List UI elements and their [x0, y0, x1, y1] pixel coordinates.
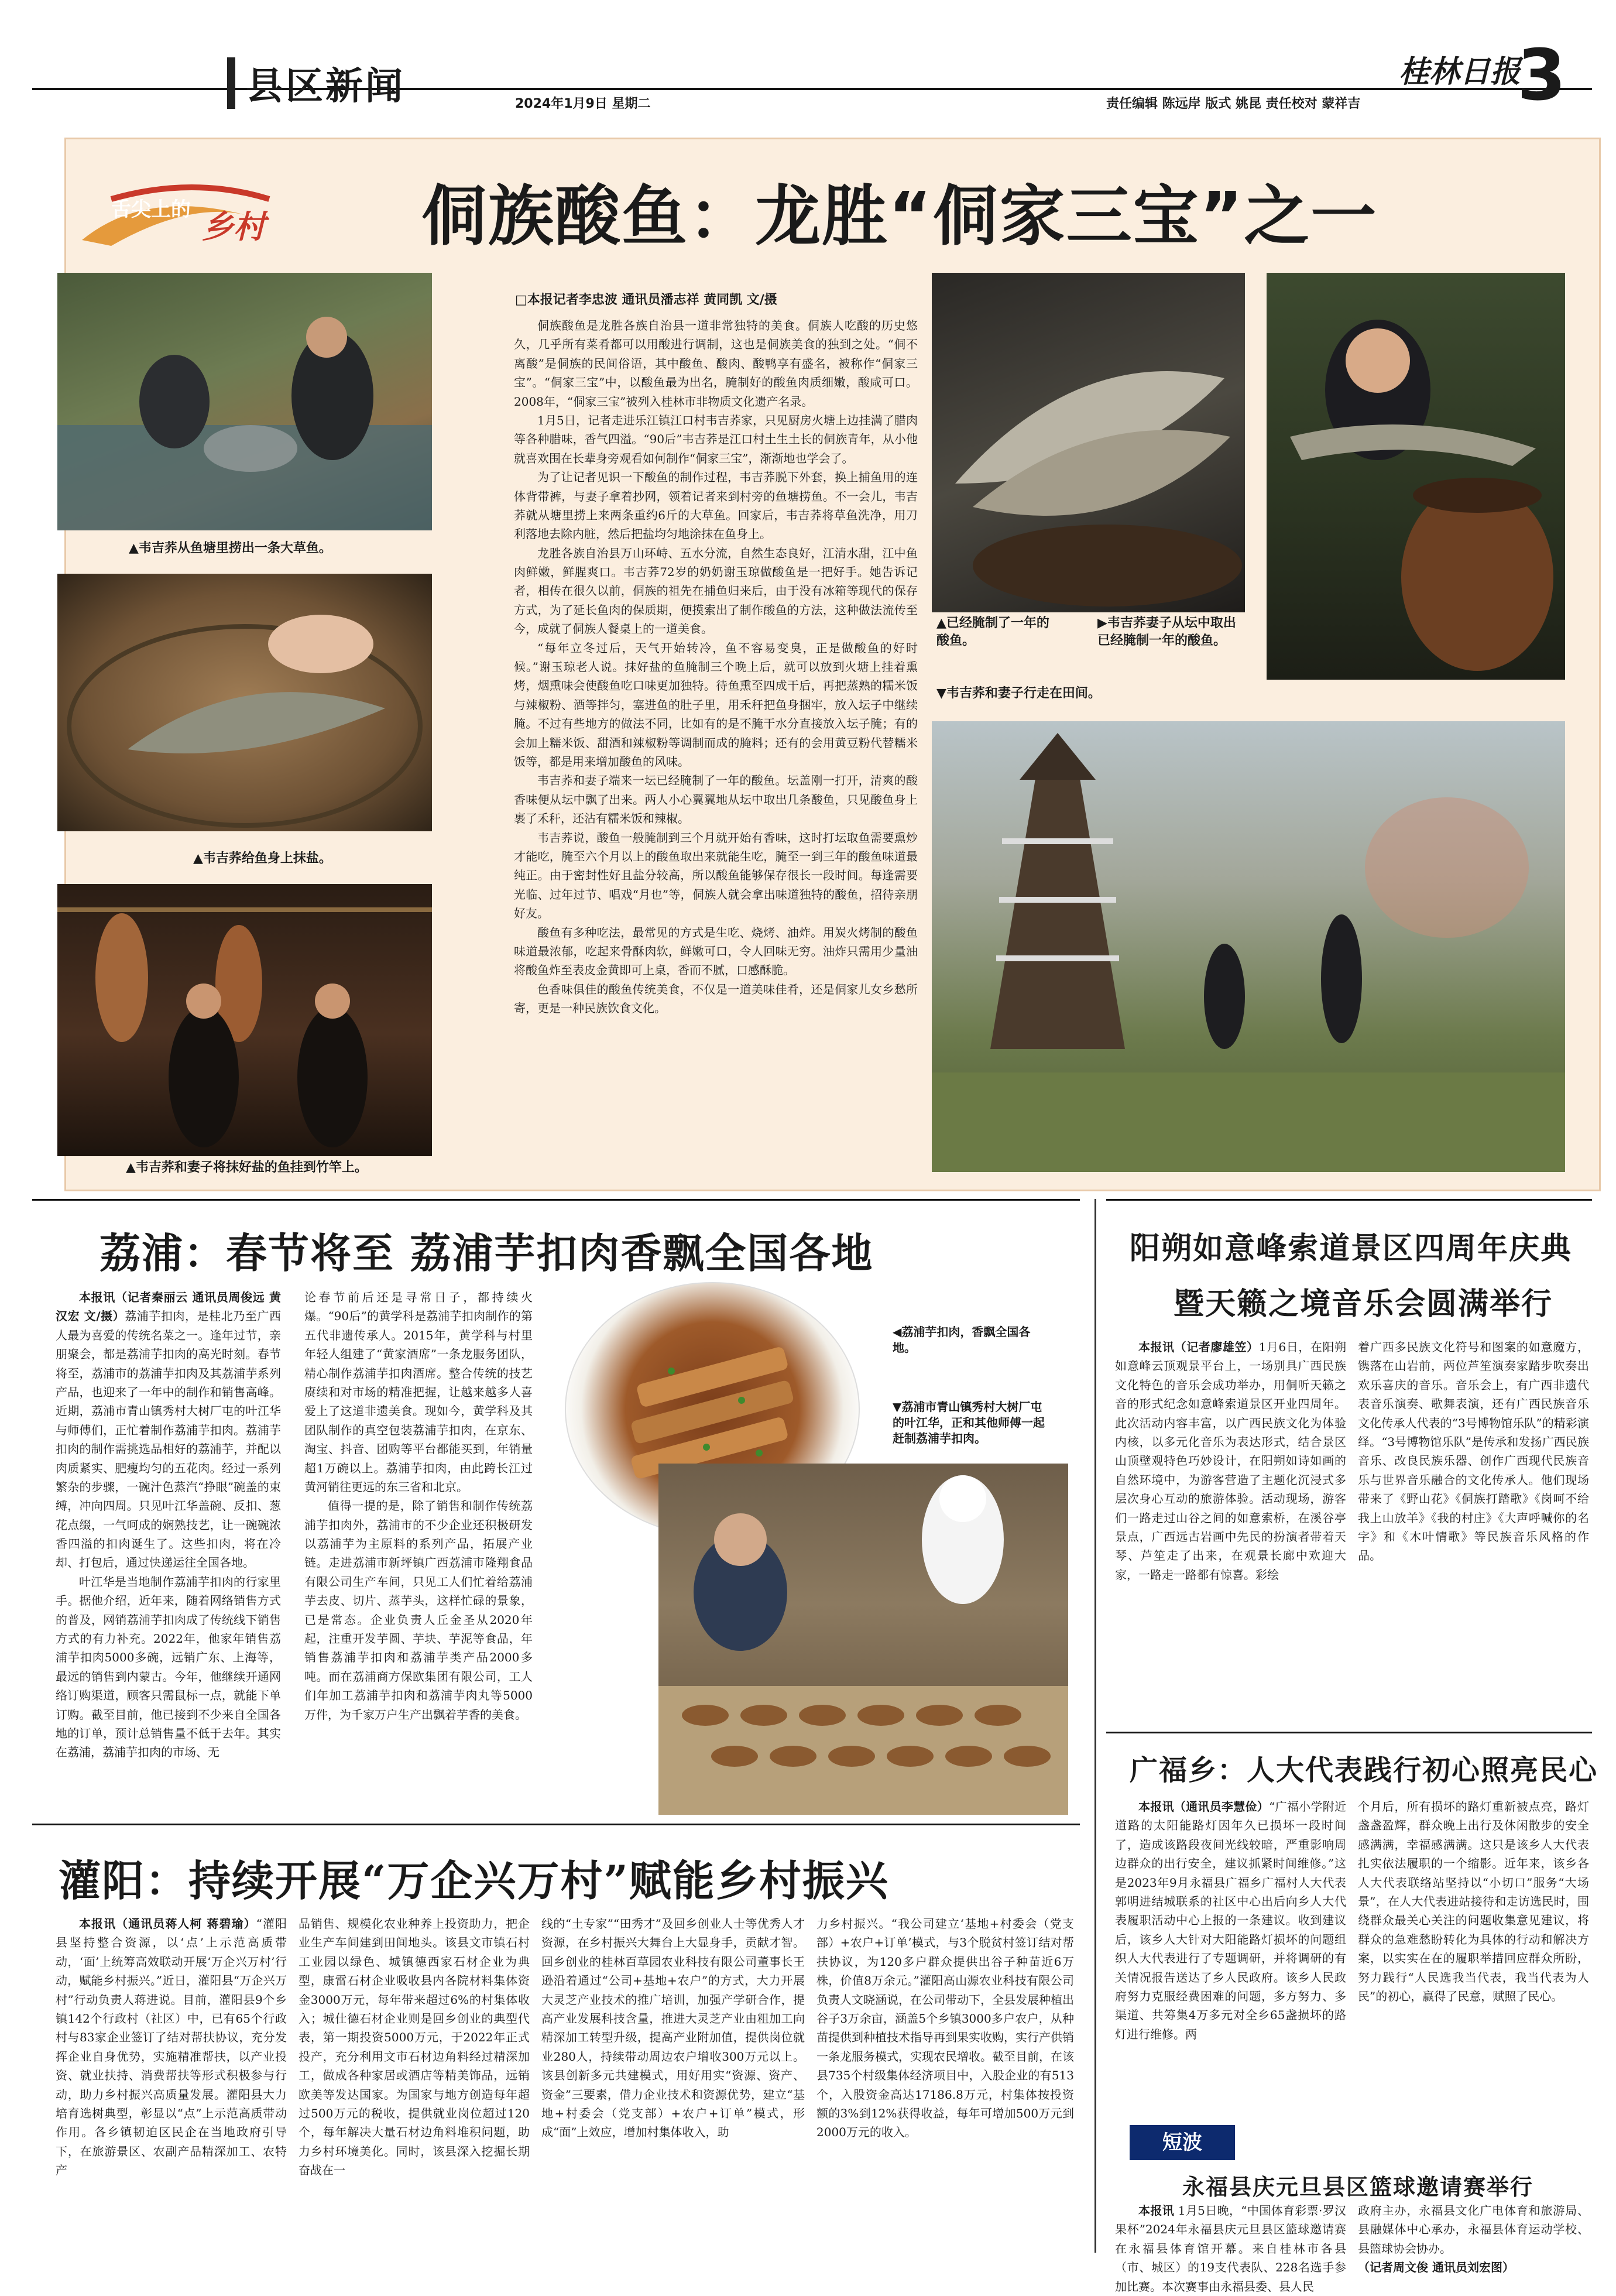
caption-5: ▶韦吉荞妻子从坛中取出已经腌制一年的酸鱼。 — [1097, 616, 1236, 648]
caption-4: ▲已经腌制了一年的酸鱼。 — [936, 616, 1049, 648]
photo-hanging-fish — [57, 884, 432, 1156]
brief-text-1: 1月5日晚，“中国体育彩票·罗汉果杯”2024年永福县庆元旦县区篮球邀请赛在永福县体育馆开幕。来自桂林市各县（市、城区）的19支代表队、228名选手参加比赛。本次赛事由永福县委、县人民 — [1115, 2204, 1347, 2294]
lipu-text-1b: 叶江华是当地制作荔浦芋扣肉的行家里手。据他介绍，近年来，随着网络销售方式的普及，网销荔浦芋扣肉成了传统线下销售方式的有力补充。2022年，他家年销售荔浦芋扣肉5000多碗，远销广东、上海等，最远的销售到内蒙古。今年，他继续开通网络订购渠道，顾客只需鼠标一点，就能下单订购。截至目前，他已接到不少来自全国各地的订单，预计总销售量不低于去年。其实在荔浦，荔浦芋扣肉的市场、无 — [56, 1574, 281, 1760]
brief-col-1 — [1115, 2201, 1347, 2294]
lipu-text — [56, 1288, 281, 1572]
column-tag-label: 舌尖上的 — [111, 198, 191, 221]
guangfu-text — [1115, 1797, 1346, 2044]
guanyang-text — [56, 1914, 287, 2180]
column-tag-script: 乡村 — [202, 208, 265, 245]
guangfu-text-1: “广福小学附近道路的太阳能路灯因年久已损坏一段时间了，造成该路段夜间光线较暗，严重影响周边群众的出行安全，建议抓紧时间维修。”这是2023年9月永福县广福乡广福村人大代表郭明进结城联系的社区中心出后向乡人大代表履职活动中心上报的一条建议。收到建议后，该乡人大针对大阳能路灯损坏的问题组织人大代表进行了专题调研，并将调研的有关情况报告送达了乡人民政府。该乡人民政府努力克服经费困难的问题，多方努力、多渠道、共筹集4万多元对全乡65盏损坏的路灯进行维修。两 — [1115, 1800, 1347, 2041]
guanyang-col-1 — [56, 1914, 287, 2248]
column-tag — [76, 176, 275, 263]
lipu-byline: 本报讯（记者秦丽云 通讯员周俊远 黄汉宏 文/摄） — [56, 1290, 281, 1324]
guangfu-headline: 广福乡：人大代表践行初心照亮民心 — [1130, 1754, 1598, 1787]
feature-paragraph: 韦吉荞说，酸鱼一般腌制到三个月就开始有香味，这时打坛取鱼需要熏炒才能吃，腌至六个月以上的酸鱼取出来就能生吃，腌至一到三年的酸鱼味道最纯正。由于密封性好且盐分较高，所以酸鱼能够保存很长一段时间。每逢需要光临、过年过节、唱戏“月也”等，侗族人就会拿出味道独特的酸鱼，招待亲朋好友。 — [514, 830, 918, 921]
feature-paragraph: “每年立冬过后，天气开始转冷，鱼不容易变臭，正是做酸鱼的好时候。”谢玉琼老人说。抹好盐的鱼腌制三个晚上后，就可以放到火塘上挂着熏烤，烟熏味会使酸鱼吃口味更加独特。待鱼熏至四成干后，再把蒸熟的糯米饭与辣椒粉、酒等拌匀，塞进鱼的肚子里，用禾秆把鱼身捆牢，放入坛子中继续腌。不过有些地方的做法不同，比如有的是不腌干水分直接放入坛子腌；有的会加上糯米饭、甜酒和辣椒粉等调制而成的腌料；还有的会用黄豆粉代替糯米饭等，都是用来增加酸鱼的风味。 — [514, 640, 918, 769]
guanyang-col-2 — [299, 1914, 530, 2248]
lipu-col-2 — [304, 1288, 533, 1809]
guanyang-col-3 — [541, 1914, 805, 2248]
feature-paragraph: 为了让记者见识一下酸鱼的制作过程，韦吉荞脱下外套，换上捕鱼用的连体背带裤，与妻子拿着抄网，领着记者来到村旁的鱼塘捞鱼。不一会儿，韦吉荞就从塘里捞上来两条重约6斤的大草鱼。回家后，韦吉荞将草鱼洗净，用刀利落地去除内脏，然后把盐均匀地涂抹在鱼身上。 — [514, 470, 918, 542]
guanyang-text-3: 线的“土专家”“田秀才”及回乡创业人士等优秀人才资源，在乡村振兴大舞台上大显身手，贡献才智。回乡创业的桂林百草园农业科技有限公司董事长王逊沿着通过“公司+基地+农户”的方式，大力开展大灵芝产业技术的推广培训，加强产学研合作，提高产业发展科技含量，推进大灵芝产业由粗加工向精深加工转型升级，提高产业附加值，提供岗位就业280人，持续带动周边农户增收300万元以上。该县创新多元共建模式，用好用实“资源、资产、资金”三要素，借力企业技术和资源优势，建立“基地+村委会（党支部）+农户+订单”模式，形成“面”上效应，增加村集体收入，助 — [541, 1917, 805, 2140]
section-title: 县区新闻 — [246, 64, 405, 108]
feature-byline: □本报记者李忠波 通讯员潘志祥 黄同凯 文/摄 — [515, 292, 777, 307]
guangfu-top-rule — [1106, 1732, 1592, 1733]
feature-paragraph: 酸鱼有多种吃法，最常见的方式是生吃、烧烤、油炸。用炭火烤制的酸鱼味道最浓郁，吃起来骨酥肉软，鲜嫩可口，令人回味无穷。油炸只需用少量油将酸鱼炸至表皮金黄即可上桌，香而不腻，口感酥脆。 — [514, 925, 918, 978]
feature-headline-a: 侗族酸鱼 — [421, 178, 688, 255]
feature-paragraph: 龙胜各族自治县万山环峙、五水分流，自然生态良好，江清水甜，江中鱼肉鲜嫩，鲜腥爽口。韦吉荞72岁的奶奶谢玉琼做酸鱼是一把好手。她告诉记者，相传在很久以前，侗族的祖先在捕鱼归来后，由于没有冰箱等现代的保存方式，为了延长鱼肉的保质期，便摸索出了制作酸鱼的方法，这种做法流传至今，成就了侗族人餐桌上的一道美食。 — [514, 546, 918, 636]
photo-kitchen-chefs — [658, 1464, 1068, 1815]
guanyang-col-4 — [816, 1914, 1074, 2248]
brief-label: 短波 — [1162, 2131, 1202, 2154]
feature-body — [514, 316, 918, 1159]
paper-name: 桂林日报 — [1399, 54, 1521, 90]
right-column-rule — [1095, 1199, 1096, 2253]
yangshuo-col-1 — [1115, 1338, 1346, 1724]
caption-6: ▼韦吉荞和妻子行走在田间。 — [936, 686, 1101, 701]
lipu-text-2b: 值得一提的是，除了销售和制作传统荔浦芋扣肉外，荔浦市的不少企业还积极研发以荔浦芋为主原料的系列产品，拓展产业链。走进荔浦市新坪镇广西荔浦市隆翔食品有限公司生产车间，只见工人们忙着给荔浦芋去皮、切片、蒸芋头，这样忙碌的景象，已是常态。企业负责人丘金圣从2020年起，注重开发芋圆、芋块、芋泥等食品，年销售荔浦芋扣肉和荔浦芋类产品2000多吨。而在荔浦商方保欧集团有限公司，工人们年加工荔浦芋扣肉和荔浦芋肉丸等5000万件，为千家万户生产出飘着芋香的美食。 — [304, 1499, 533, 1722]
photo-field-walk — [932, 721, 1565, 1172]
guanyang-text-1: “灌阳县坚持整合资源，以‘点’上示范高质带动，‘面’上统筹高效联动开展‘万企兴万村’行动，赋能乡村振兴。”近日，灌阳县“万企兴万村”行动负责人蒋进说。目前，灌阳县9个乡镇142个行政村（社区）中，已有65个行政村与83家企业签订了结对帮扶协议，充分发挥企业自身优势，实施精准帮扶，以产业投资、就业扶持、消费帮扶等形式积极参与行动，助力乡村振兴高质量发展。灌阳县大力培育选树典型，彰显以“点”上示范高质带动作用。各乡镇韧迫区民企在当地政府引导下，在旅游景区、农副产品精深加工、农特产 — [56, 1917, 287, 2178]
feature-headline — [421, 164, 1377, 258]
yangshuo-text — [1115, 1338, 1346, 1584]
feature-headline-b: ：龙胜“侗家三宝”之一 — [688, 179, 1378, 255]
brief-text-2: 政府主办，永福县文化广电体育和旅游局、县融媒体中心承办，永福县体育运动学校、县篮球协会协办。 — [1358, 2204, 1589, 2256]
guanyang-byline: 本报讯（通讯员蒋人柯 蒋碧瑜） — [79, 1917, 256, 1931]
staff-credits: 责任编辑 陈远岸 版式 姚昆 责任校对 蒙祥吉 — [1106, 97, 1361, 111]
yangshuo-col-2 — [1358, 1338, 1589, 1724]
guanyang-text-2: 品销售、规模化农业种养上投资助力，把企业生产车间建到田间地头。该县文市镇石村工业园以绿色、城镇德西家石材企业为典型，康雷石材企业吸收县内各院材料集体资金3000万元，每年带来超过6%的村集体收入；城仕德石材企业则是回乡创业的典型代表，第一期投资5000万元，于2022年正式投产，充分利用文市石材边角料经过精深加工，做成各种家居或酒店等精美饰品，远销欧美等发达国家。为国家与地方创造每年超过500万元的税收，提供就业岗位超过120个，每年解决大量石材边角料堆积问题，助力乡村环境美化。同时，该县深入挖掘长期奋战在一 — [299, 1917, 530, 2178]
lipu-top-rule — [32, 1199, 1080, 1201]
photo-fish-pond — [57, 273, 432, 530]
brief-text — [1115, 2201, 1346, 2296]
guanyang-headline: 灌阳：持续开展“万企兴万村”赋能乡村振兴 — [59, 1856, 889, 1906]
yangshuo-byline: 本报讯（记者廖雄笠） — [1138, 1340, 1259, 1354]
lipu-headline: 荔浦：春节将至 荔浦芋扣肉香飘全国各地 — [100, 1229, 874, 1277]
yangshuo-text-1: 1月6日，在阳朔如意峰云顶观景平台上，一场别具广西民族文化特色的音乐会成功举办，用侗听天籁之音的形式纪念如意峰索道景区开业四周年。此次活动内容丰富，以广西民族文化为体验内核，以多元化音乐为表达形式，结合景区山顶壁观特色巧妙设计，在阳朔如诗如画的自然环境中，为游客营造了主题化沉浸式多层次身心互动的旅游体验。活动现场，游客们一路走过山谷之间的如意索桥，在溪谷亭景点，广西远古岩画中先民的扮演者带着天琴、芦笙走了出来，在观景长廊中欢迎大家，一路走一路都有惊喜。彩绘 — [1115, 1340, 1347, 1582]
photo-sour-fish — [932, 273, 1245, 612]
feature-paragraph: 侗族酸鱼是龙胜各族自治县一道非常独特的美食。侗族人吃酸的历史悠久，几乎所有菜肴都可以用酸进行调制，这也是侗族美食的独到之处。“侗不离酸”是侗族的民间俗语，其中酸鱼、酸肉、酸鸭享有盛名，被称作“侗家三宝”。“侗家三宝”中，以酸鱼最为出名，腌制好的酸鱼肉质细嫩，酸咸可口。2008年，“侗家三宝”被列入桂林市非物质文化遗产名录。 — [514, 318, 918, 409]
lipu-text-1: 荔浦芋扣肉，是桂北乃至广西人最为喜爱的传统名菜之一。逢年过节，亲朋聚会，都是荔浦芋扣肉的高光时刻。春节将至，荔浦市的荔浦芋扣肉及其荔浦芋系列产品，也迎来了一年中的制作和销售高峰。近期，荔浦市青山镇秀村大树厂屯的叶江华与师傅们，正忙着制作荔浦芋扣肉。荔浦芋扣肉的制作需挑选品相好的荔浦芋，并配以肉质紧实、肥瘦均匀的五花肉。经过一系列繁杂的步骤，一碗汁色蒸汽“挣眼”碗盖的束缚，冲向四周。只见叶江华盖碗、反扣、葱花点缀，一气呵成的娴熟技艺，让一碗碗浓香四溢的扣肉诞生了。这些扣肉，将在冷却、打包后，通过快递运往全国各地。 — [56, 1309, 281, 1570]
feature-paragraph: 1月5日，记者走进乐江镇江口村韦吉荞家，只见厨房火塘上边挂满了腊肉等各种腊味，香气四溢。“90后”韦吉荞是江口村土生土长的侗族青年，从小他就喜欢围在长辈身旁观看如何制作“侗家三宝”，渐渐地也学会了。 — [514, 413, 918, 465]
caption-2: ▲韦吉荞给鱼身上抹盐。 — [193, 851, 332, 866]
section-bar — [227, 57, 235, 109]
brief-headline: 永福县庆元旦县区篮球邀请赛举行 — [1182, 2174, 1534, 2200]
brief-credit: （记者周文俊 通讯员刘宏图） — [1358, 2260, 1514, 2275]
yangshuo-text-2: 着广西多民族文化符号和图案的如意魔方，镌落在山岩前，两位芦笙演奏家踏步吹奏出欢乐喜庆的音乐。音乐会上，有广西非遗代表音乐演奏、歌舞表演，还有广西民族音乐文化传承人代表的“3号博物馆乐队”的精彩演绎。“3号博物馆乐队”是传承和发扬广西民族音乐、改良民族乐器、创作广西现代民族音乐与世界音乐融合的文化传承人。他们现场带来了《野山花》《侗族打踏歌》《岗呵不给我上山放羊》《我的村庄》《大声呼喊你的名字》和《木叶情歌》等民族音乐风格的作品。 — [1358, 1340, 1589, 1563]
guangfu-byline: 本报讯（通讯员李慧俭） — [1138, 1800, 1270, 1814]
brief-label-box — [1130, 2125, 1235, 2160]
caption-1: ▲韦吉荞从鱼塘里捞出一条大草鱼。 — [129, 541, 332, 556]
yangshuo-headline-1: 阳朔如意峰索道景区四周年庆典 — [1130, 1231, 1573, 1266]
caption-3: ▲韦吉荞和妻子将抹好盐的鱼挂到竹竿上。 — [126, 1160, 368, 1175]
brief-byline: 本报讯 — [1138, 2204, 1175, 2218]
issue-date: 2024年1月9日 星期二 — [515, 97, 651, 111]
photo-wife-pot — [1267, 273, 1565, 680]
lipu-caption-2: ▼荔浦市青山镇秀村大树厂屯的叶江华，正和其他师傅一起赶制荔浦芋扣肉。 — [893, 1400, 1045, 1445]
photo-salting-fish — [57, 574, 432, 831]
feature-paragraph: 韦吉荞和妻子端来一坛已经腌制了一年的酸鱼。坛盖刚一打开，清爽的酸香味便从坛中飘了出来。两人小心翼翼地从坛中取出几条酸鱼，只见酸鱼身上裹了禾秆，还沾有糯米饭和辣椒。 — [514, 773, 918, 826]
yangshuo-headline-2: 暨天籁之境音乐会圆满举行 — [1174, 1286, 1553, 1322]
brief-col-2 — [1358, 2201, 1589, 2275]
yangshuo-top-rule — [1106, 1199, 1592, 1201]
guangfu-col-1 — [1115, 1797, 1346, 2131]
guangfu-col-2 — [1358, 1797, 1589, 2131]
lipu-caption-1: ◀荔浦芋扣肉，香飘全国各地。 — [893, 1325, 1031, 1355]
guanyang-top-rule — [32, 1824, 1080, 1825]
lipu-col-1 — [56, 1288, 281, 1809]
guanyang-text-4: 力乡村振兴。“我公司建立‘基地+村委会（党支部）+农户+订单’模式，与3个脱贫村签订结对帮扶协议，为120多户群众提供出谷子种苗近6万株，价值8万余元。”灌阳高山源农业科技有限公司负责人文晓涵说，在公司带动下，全县发展种植出谷子3万余亩，涵盖5个乡镇3000多户农户，从种苗提供到种植技术指导再到果实收购，实行产供销一条龙服务模式，实现农民增收。截至目前，在该县735个村级集体经济项目中，入股企业的有513个，入股资金高达17186.8万元，村集体按投资额的3%到12%获得收益，每年可增加500万元到2000万元的收入。 — [816, 1917, 1074, 2140]
page-number: 3 — [1517, 35, 1566, 116]
lipu-text-2: 论春节前后还是寻常日子，都持续火爆。“90后”的黄学科是荔浦芋扣肉制作的第五代非遗传承人。2015年，黄学科与村里年轻人组建了“黄家酒席”一条龙服务团队，精心制作荔浦芋扣肉酒席。整合传统的技艺赓续和对市场的精准把握，让越来越多人喜爱上了这道非遗美食。现如今，黄学科及其团队制作的真空包装荔浦芋扣肉，在京东、淘宝、抖音、团购等平台都能买到，年销量超1万碗以上。荔浦芋扣肉，由此跨长江过黄河销往更远的东三省和北京。 — [304, 1290, 533, 1494]
guangfu-text-2: 个月后，所有损坏的路灯重新被点亮，路灯盏盏盈辉，群众晚上出行及休闲散步的安全感满满，幸福感满满。这只是该乡人大代表扎实依法履职的一个缩影。近年来，该乡各人大代表联络站坚持以“小切口”服务“大场景”，在人大代表进站接待和走访选民时，围绕群众最关心关注的问题收集意见建议，将群众的急难愁盼转化为具体的行动和解决方案，以实实在在的履职举措回应群众所盼，努力践行“人民选我当代表，我当代表为人民”的初心，赢得了民意，赋照了民心。 — [1358, 1800, 1589, 2003]
feature-paragraph: 色香味俱佳的酸鱼传统美食，不仅是一道美味佳肴，还是侗家儿女乡愁所寄，更是一种民族饮食文化。 — [514, 982, 918, 1016]
